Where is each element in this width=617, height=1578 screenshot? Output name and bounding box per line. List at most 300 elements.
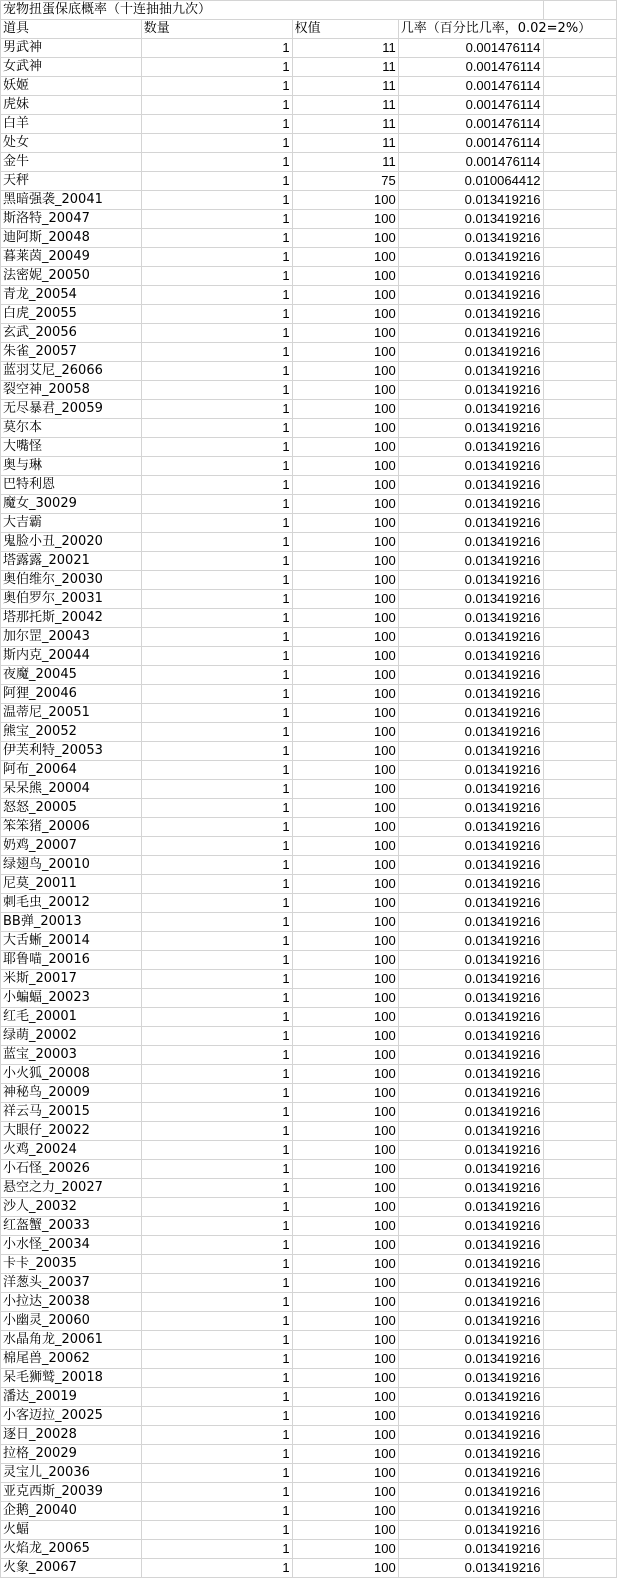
weight-cell[interactable]: 100 (292, 514, 398, 533)
quantity-cell[interactable]: 1 (141, 1388, 292, 1407)
empty-cell[interactable] (543, 761, 616, 780)
quantity-cell[interactable]: 1 (141, 381, 292, 400)
quantity-cell[interactable]: 1 (141, 1217, 292, 1236)
quantity-cell[interactable]: 1 (141, 913, 292, 932)
weight-cell[interactable]: 100 (292, 1236, 398, 1255)
quantity-cell[interactable]: 1 (141, 343, 292, 362)
probability-cell[interactable]: 0.013419216 (398, 305, 543, 324)
empty-cell[interactable] (543, 1369, 616, 1388)
item-name-cell[interactable]: 金牛 (1, 153, 142, 172)
probability-cell[interactable]: 0.013419216 (398, 647, 543, 666)
weight-cell[interactable]: 100 (292, 1046, 398, 1065)
probability-cell[interactable]: 0.013419216 (398, 856, 543, 875)
probability-cell[interactable]: 0.013419216 (398, 1369, 543, 1388)
weight-cell[interactable]: 100 (292, 1312, 398, 1331)
quantity-cell[interactable]: 1 (141, 1027, 292, 1046)
item-name-cell[interactable]: 火鸡_20024 (1, 1141, 142, 1160)
probability-cell[interactable]: 0.013419216 (398, 1502, 543, 1521)
weight-cell[interactable]: 100 (292, 666, 398, 685)
empty-cell[interactable] (543, 191, 616, 210)
item-name-cell[interactable]: 潘达_20019 (1, 1388, 142, 1407)
probability-cell[interactable]: 0.013419216 (398, 1255, 543, 1274)
empty-cell[interactable] (543, 1331, 616, 1350)
item-name-cell[interactable]: 女武神 (1, 58, 142, 77)
weight-cell[interactable]: 100 (292, 1179, 398, 1198)
weight-cell[interactable]: 100 (292, 457, 398, 476)
weight-cell[interactable]: 100 (292, 438, 398, 457)
probability-cell[interactable]: 0.013419216 (398, 1198, 543, 1217)
item-name-cell[interactable]: 怒怒_20005 (1, 799, 142, 818)
weight-cell[interactable]: 100 (292, 761, 398, 780)
empty-cell[interactable] (543, 647, 616, 666)
empty-cell[interactable] (543, 1445, 616, 1464)
empty-cell[interactable] (543, 438, 616, 457)
empty-cell[interactable] (543, 1255, 616, 1274)
weight-cell[interactable]: 100 (292, 1426, 398, 1445)
item-name-cell[interactable]: 小火狐_20008 (1, 1065, 142, 1084)
quantity-cell[interactable]: 1 (141, 1065, 292, 1084)
empty-cell[interactable] (543, 1065, 616, 1084)
weight-cell[interactable]: 11 (292, 77, 398, 96)
weight-cell[interactable]: 100 (292, 1274, 398, 1293)
probability-cell[interactable]: 0.013419216 (398, 590, 543, 609)
empty-cell[interactable] (543, 1027, 616, 1046)
item-name-cell[interactable]: 奥伯维尔_20030 (1, 571, 142, 590)
probability-cell[interactable]: 0.013419216 (398, 343, 543, 362)
item-name-cell[interactable]: 拉格_20029 (1, 1445, 142, 1464)
empty-cell[interactable] (543, 58, 616, 77)
item-name-cell[interactable]: 小水怪_20034 (1, 1236, 142, 1255)
item-name-cell[interactable]: 棉尾兽_20062 (1, 1350, 142, 1369)
weight-cell[interactable]: 100 (292, 1559, 398, 1578)
item-name-cell[interactable]: 青龙_20054 (1, 286, 142, 305)
weight-cell[interactable]: 100 (292, 476, 398, 495)
weight-cell[interactable]: 100 (292, 856, 398, 875)
weight-cell[interactable]: 100 (292, 894, 398, 913)
weight-cell[interactable]: 100 (292, 647, 398, 666)
quantity-cell[interactable]: 1 (141, 932, 292, 951)
empty-cell[interactable] (543, 381, 616, 400)
item-name-cell[interactable]: 暮莱茵_20049 (1, 248, 142, 267)
empty-cell[interactable] (543, 913, 616, 932)
item-name-cell[interactable]: 阿布_20064 (1, 761, 142, 780)
quantity-cell[interactable]: 1 (141, 1198, 292, 1217)
quantity-cell[interactable]: 1 (141, 1179, 292, 1198)
item-name-cell[interactable]: 水晶角龙_20061 (1, 1331, 142, 1350)
weight-cell[interactable]: 100 (292, 1027, 398, 1046)
quantity-cell[interactable]: 1 (141, 457, 292, 476)
probability-cell[interactable]: 0.001476114 (398, 96, 543, 115)
quantity-cell[interactable]: 1 (141, 1426, 292, 1445)
probability-cell[interactable]: 0.013419216 (398, 438, 543, 457)
empty-cell[interactable] (543, 248, 616, 267)
item-name-cell[interactable]: 塔露露_20021 (1, 552, 142, 571)
empty-cell[interactable] (543, 609, 616, 628)
empty-cell[interactable] (543, 476, 616, 495)
item-name-cell[interactable]: 伊芙利特_20053 (1, 742, 142, 761)
empty-cell[interactable] (543, 172, 616, 191)
weight-cell[interactable]: 100 (292, 1388, 398, 1407)
probability-cell[interactable]: 0.013419216 (398, 248, 543, 267)
item-name-cell[interactable]: 小石怪_20026 (1, 1160, 142, 1179)
probability-cell[interactable]: 0.001476114 (398, 77, 543, 96)
weight-cell[interactable]: 11 (292, 58, 398, 77)
empty-cell[interactable] (543, 932, 616, 951)
probability-cell[interactable]: 0.013419216 (398, 628, 543, 647)
weight-cell[interactable]: 100 (292, 305, 398, 324)
quantity-cell[interactable]: 1 (141, 419, 292, 438)
quantity-cell[interactable]: 1 (141, 58, 292, 77)
item-name-cell[interactable]: 熊宝_20052 (1, 723, 142, 742)
empty-cell[interactable] (543, 1521, 616, 1540)
probability-cell[interactable]: 0.013419216 (398, 780, 543, 799)
probability-cell[interactable]: 0.013419216 (398, 875, 543, 894)
quantity-cell[interactable]: 1 (141, 153, 292, 172)
probability-cell[interactable]: 0.013419216 (398, 476, 543, 495)
weight-cell[interactable]: 100 (292, 400, 398, 419)
empty-cell[interactable] (543, 134, 616, 153)
item-name-cell[interactable]: 小蝙蝠_20023 (1, 989, 142, 1008)
empty-cell[interactable] (543, 324, 616, 343)
item-name-cell[interactable]: 灵宝儿_20036 (1, 1464, 142, 1483)
weight-cell[interactable]: 100 (292, 1198, 398, 1217)
empty-cell[interactable] (543, 799, 616, 818)
quantity-cell[interactable]: 1 (141, 495, 292, 514)
item-name-cell[interactable]: 呆呆熊_20004 (1, 780, 142, 799)
item-name-cell[interactable]: 阿狸_20046 (1, 685, 142, 704)
header-weight[interactable]: 权值 (292, 20, 398, 39)
probability-cell[interactable]: 0.013419216 (398, 761, 543, 780)
quantity-cell[interactable]: 1 (141, 1084, 292, 1103)
weight-cell[interactable]: 100 (292, 343, 398, 362)
weight-cell[interactable]: 100 (292, 324, 398, 343)
probability-cell[interactable]: 0.013419216 (398, 1027, 543, 1046)
weight-cell[interactable]: 100 (292, 1521, 398, 1540)
weight-cell[interactable]: 100 (292, 742, 398, 761)
item-name-cell[interactable]: 祥云马_20015 (1, 1103, 142, 1122)
item-name-cell[interactable]: 无尽暴君_20059 (1, 400, 142, 419)
quantity-cell[interactable]: 1 (141, 1160, 292, 1179)
probability-cell[interactable]: 0.013419216 (398, 1103, 543, 1122)
weight-cell[interactable]: 100 (292, 248, 398, 267)
quantity-cell[interactable]: 1 (141, 1350, 292, 1369)
probability-cell[interactable]: 0.013419216 (398, 932, 543, 951)
weight-cell[interactable]: 100 (292, 628, 398, 647)
probability-cell[interactable]: 0.013419216 (398, 1008, 543, 1027)
probability-cell[interactable]: 0.013419216 (398, 1065, 543, 1084)
quantity-cell[interactable]: 1 (141, 989, 292, 1008)
weight-cell[interactable]: 100 (292, 191, 398, 210)
weight-cell[interactable]: 100 (292, 1502, 398, 1521)
weight-cell[interactable]: 100 (292, 571, 398, 590)
empty-cell[interactable] (543, 989, 616, 1008)
probability-cell[interactable]: 0.013419216 (398, 533, 543, 552)
quantity-cell[interactable]: 1 (141, 305, 292, 324)
probability-cell[interactable]: 0.013419216 (398, 1445, 543, 1464)
empty-cell[interactable] (543, 742, 616, 761)
quantity-cell[interactable]: 1 (141, 1274, 292, 1293)
empty-cell[interactable] (543, 1559, 616, 1578)
quantity-cell[interactable]: 1 (141, 1293, 292, 1312)
empty-cell[interactable] (543, 96, 616, 115)
item-name-cell[interactable]: 巴特利恩 (1, 476, 142, 495)
empty-cell[interactable] (543, 1312, 616, 1331)
empty-cell[interactable] (543, 1483, 616, 1502)
probability-cell[interactable]: 0.013419216 (398, 267, 543, 286)
empty-cell[interactable] (543, 780, 616, 799)
probability-cell[interactable]: 0.001476114 (398, 39, 543, 58)
empty-cell[interactable] (543, 419, 616, 438)
empty-cell[interactable] (543, 39, 616, 58)
empty-cell[interactable] (543, 875, 616, 894)
weight-cell[interactable]: 100 (292, 685, 398, 704)
quantity-cell[interactable]: 1 (141, 533, 292, 552)
item-name-cell[interactable]: 火蝠 (1, 1521, 142, 1540)
item-name-cell[interactable]: 沙人_20032 (1, 1198, 142, 1217)
empty-cell[interactable] (543, 533, 616, 552)
probability-cell[interactable]: 0.013419216 (398, 552, 543, 571)
quantity-cell[interactable]: 1 (141, 742, 292, 761)
probability-cell[interactable]: 0.013419216 (398, 1483, 543, 1502)
quantity-cell[interactable]: 1 (141, 875, 292, 894)
weight-cell[interactable]: 11 (292, 115, 398, 134)
header-probability[interactable]: 几率（百分比几率，0.02=2%） (398, 20, 616, 39)
empty-cell[interactable] (543, 1141, 616, 1160)
weight-cell[interactable]: 100 (292, 1483, 398, 1502)
weight-cell[interactable]: 100 (292, 932, 398, 951)
quantity-cell[interactable]: 1 (141, 1141, 292, 1160)
quantity-cell[interactable]: 1 (141, 723, 292, 742)
item-name-cell[interactable]: 蓝羽艾尼_26066 (1, 362, 142, 381)
empty-cell[interactable] (543, 210, 616, 229)
weight-cell[interactable]: 100 (292, 1369, 398, 1388)
probability-cell[interactable]: 0.013419216 (398, 1084, 543, 1103)
weight-cell[interactable]: 100 (292, 799, 398, 818)
probability-cell[interactable]: 0.010064412 (398, 172, 543, 191)
item-name-cell[interactable]: 处女 (1, 134, 142, 153)
empty-cell[interactable] (543, 818, 616, 837)
weight-cell[interactable]: 100 (292, 1217, 398, 1236)
weight-cell[interactable]: 100 (292, 1065, 398, 1084)
probability-cell[interactable]: 0.013419216 (398, 210, 543, 229)
empty-cell[interactable] (543, 400, 616, 419)
quantity-cell[interactable]: 1 (141, 780, 292, 799)
probability-cell[interactable]: 0.013419216 (398, 723, 543, 742)
empty-cell[interactable] (543, 514, 616, 533)
quantity-cell[interactable]: 1 (141, 970, 292, 989)
empty-cell[interactable] (543, 856, 616, 875)
weight-cell[interactable]: 100 (292, 780, 398, 799)
probability-cell[interactable]: 0.001476114 (398, 115, 543, 134)
item-name-cell[interactable]: 天秤 (1, 172, 142, 191)
quantity-cell[interactable]: 1 (141, 609, 292, 628)
probability-cell[interactable]: 0.013419216 (398, 229, 543, 248)
probability-cell[interactable]: 0.013419216 (398, 1426, 543, 1445)
item-name-cell[interactable]: 法密妮_20050 (1, 267, 142, 286)
empty-cell[interactable] (543, 1388, 616, 1407)
quantity-cell[interactable]: 1 (141, 1521, 292, 1540)
quantity-cell[interactable]: 1 (141, 1502, 292, 1521)
item-name-cell[interactable]: 红盔蟹_20033 (1, 1217, 142, 1236)
item-name-cell[interactable]: 小拉达_20038 (1, 1293, 142, 1312)
empty-cell[interactable] (543, 951, 616, 970)
item-name-cell[interactable]: 迪阿斯_20048 (1, 229, 142, 248)
empty-cell[interactable] (543, 1160, 616, 1179)
empty-cell[interactable] (543, 1464, 616, 1483)
empty-cell[interactable] (543, 362, 616, 381)
empty-cell[interactable] (543, 1426, 616, 1445)
quantity-cell[interactable]: 1 (141, 1369, 292, 1388)
weight-cell[interactable]: 100 (292, 1331, 398, 1350)
empty-cell[interactable] (543, 1046, 616, 1065)
weight-cell[interactable]: 100 (292, 1407, 398, 1426)
weight-cell[interactable]: 100 (292, 1445, 398, 1464)
empty-cell[interactable] (543, 628, 616, 647)
quantity-cell[interactable]: 1 (141, 96, 292, 115)
item-name-cell[interactable]: 神秘鸟_20009 (1, 1084, 142, 1103)
quantity-cell[interactable]: 1 (141, 1008, 292, 1027)
item-name-cell[interactable]: 朱雀_20057 (1, 343, 142, 362)
probability-cell[interactable]: 0.013419216 (398, 609, 543, 628)
empty-cell[interactable] (543, 1122, 616, 1141)
empty-cell[interactable] (543, 1236, 616, 1255)
item-name-cell[interactable]: 尼莫_20011 (1, 875, 142, 894)
probability-cell[interactable]: 0.013419216 (398, 495, 543, 514)
probability-cell[interactable]: 0.013419216 (398, 913, 543, 932)
probability-cell[interactable]: 0.013419216 (398, 742, 543, 761)
probability-cell[interactable]: 0.013419216 (398, 1521, 543, 1540)
empty-cell[interactable] (543, 1502, 616, 1521)
weight-cell[interactable]: 100 (292, 590, 398, 609)
empty-cell[interactable] (543, 1540, 616, 1559)
weight-cell[interactable]: 100 (292, 875, 398, 894)
quantity-cell[interactable]: 1 (141, 210, 292, 229)
item-name-cell[interactable]: 虎妹 (1, 96, 142, 115)
quantity-cell[interactable]: 1 (141, 571, 292, 590)
probability-cell[interactable]: 0.013419216 (398, 1217, 543, 1236)
quantity-cell[interactable]: 1 (141, 476, 292, 495)
weight-cell[interactable]: 100 (292, 286, 398, 305)
probability-cell[interactable]: 0.013419216 (398, 1293, 543, 1312)
weight-cell[interactable]: 100 (292, 704, 398, 723)
weight-cell[interactable]: 100 (292, 533, 398, 552)
weight-cell[interactable]: 75 (292, 172, 398, 191)
item-name-cell[interactable]: 米斯_20017 (1, 970, 142, 989)
item-name-cell[interactable]: 温蒂尼_20051 (1, 704, 142, 723)
quantity-cell[interactable]: 1 (141, 362, 292, 381)
weight-cell[interactable]: 11 (292, 39, 398, 58)
item-name-cell[interactable]: 魔女_30029 (1, 495, 142, 514)
item-name-cell[interactable]: 笨笨猪_20006 (1, 818, 142, 837)
weight-cell[interactable]: 100 (292, 229, 398, 248)
empty-cell[interactable] (543, 1084, 616, 1103)
item-name-cell[interactable]: 悬空之力_20027 (1, 1179, 142, 1198)
item-name-cell[interactable]: 大嘴怪 (1, 438, 142, 457)
probability-cell[interactable]: 0.001476114 (398, 58, 543, 77)
quantity-cell[interactable]: 1 (141, 894, 292, 913)
quantity-cell[interactable]: 1 (141, 552, 292, 571)
header-quantity[interactable]: 数量 (141, 20, 292, 39)
quantity-cell[interactable]: 1 (141, 856, 292, 875)
empty-cell[interactable] (543, 153, 616, 172)
empty-cell[interactable] (543, 837, 616, 856)
quantity-cell[interactable]: 1 (141, 1122, 292, 1141)
empty-cell[interactable] (543, 495, 616, 514)
quantity-cell[interactable]: 1 (141, 1312, 292, 1331)
empty-cell[interactable] (543, 267, 616, 286)
item-name-cell[interactable]: 耶鲁喵_20016 (1, 951, 142, 970)
probability-cell[interactable]: 0.013419216 (398, 1559, 543, 1578)
quantity-cell[interactable]: 1 (141, 115, 292, 134)
quantity-cell[interactable]: 1 (141, 514, 292, 533)
probability-cell[interactable]: 0.013419216 (398, 571, 543, 590)
weight-cell[interactable]: 100 (292, 818, 398, 837)
weight-cell[interactable]: 100 (292, 951, 398, 970)
item-name-cell[interactable]: 莫尔本 (1, 419, 142, 438)
quantity-cell[interactable]: 1 (141, 1445, 292, 1464)
item-name-cell[interactable]: 大舌蜥_20014 (1, 932, 142, 951)
weight-cell[interactable]: 11 (292, 96, 398, 115)
weight-cell[interactable]: 100 (292, 989, 398, 1008)
quantity-cell[interactable]: 1 (141, 248, 292, 267)
empty-cell[interactable] (543, 1198, 616, 1217)
sheet-title[interactable]: 宠物扭蛋保底概率（十连抽抽九次） (1, 1, 544, 20)
probability-cell[interactable]: 0.013419216 (398, 951, 543, 970)
item-name-cell[interactable]: 卡卡_20035 (1, 1255, 142, 1274)
weight-cell[interactable]: 100 (292, 723, 398, 742)
item-name-cell[interactable]: 亚克西斯_20039 (1, 1483, 142, 1502)
probability-cell[interactable]: 0.013419216 (398, 1350, 543, 1369)
weight-cell[interactable]: 100 (292, 837, 398, 856)
item-name-cell[interactable]: 塔那托斯_20042 (1, 609, 142, 628)
empty-cell[interactable] (543, 115, 616, 134)
item-name-cell[interactable]: 刺毛虫_20012 (1, 894, 142, 913)
quantity-cell[interactable]: 1 (141, 1464, 292, 1483)
empty-cell[interactable] (543, 894, 616, 913)
quantity-cell[interactable]: 1 (141, 628, 292, 647)
quantity-cell[interactable]: 1 (141, 229, 292, 248)
quantity-cell[interactable]: 1 (141, 77, 292, 96)
probability-cell[interactable]: 0.013419216 (398, 419, 543, 438)
item-name-cell[interactable]: 男武神 (1, 39, 142, 58)
probability-cell[interactable]: 0.001476114 (398, 153, 543, 172)
item-name-cell[interactable]: 蓝宝_20003 (1, 1046, 142, 1065)
weight-cell[interactable]: 100 (292, 362, 398, 381)
probability-cell[interactable]: 0.013419216 (398, 1141, 543, 1160)
probability-cell[interactable]: 0.013419216 (398, 894, 543, 913)
quantity-cell[interactable]: 1 (141, 438, 292, 457)
empty-cell[interactable] (543, 1350, 616, 1369)
empty-cell[interactable] (543, 1179, 616, 1198)
item-name-cell[interactable]: 加尔罡_20043 (1, 628, 142, 647)
item-name-cell[interactable]: 黑暗强袭_20041 (1, 191, 142, 210)
probability-cell[interactable]: 0.013419216 (398, 191, 543, 210)
item-name-cell[interactable]: 夜魔_20045 (1, 666, 142, 685)
quantity-cell[interactable]: 1 (141, 951, 292, 970)
item-name-cell[interactable]: 斯内克_20044 (1, 647, 142, 666)
quantity-cell[interactable]: 1 (141, 818, 292, 837)
item-name-cell[interactable]: 逐日_20028 (1, 1426, 142, 1445)
probability-cell[interactable]: 0.013419216 (398, 837, 543, 856)
item-name-cell[interactable]: BB弹_20013 (1, 913, 142, 932)
item-name-cell[interactable]: 小幽灵_20060 (1, 1312, 142, 1331)
quantity-cell[interactable]: 1 (141, 172, 292, 191)
weight-cell[interactable]: 100 (292, 210, 398, 229)
empty-cell[interactable] (543, 305, 616, 324)
probability-cell[interactable]: 0.013419216 (398, 324, 543, 343)
item-name-cell[interactable]: 大吉霸 (1, 514, 142, 533)
empty-cell[interactable] (543, 1, 616, 20)
